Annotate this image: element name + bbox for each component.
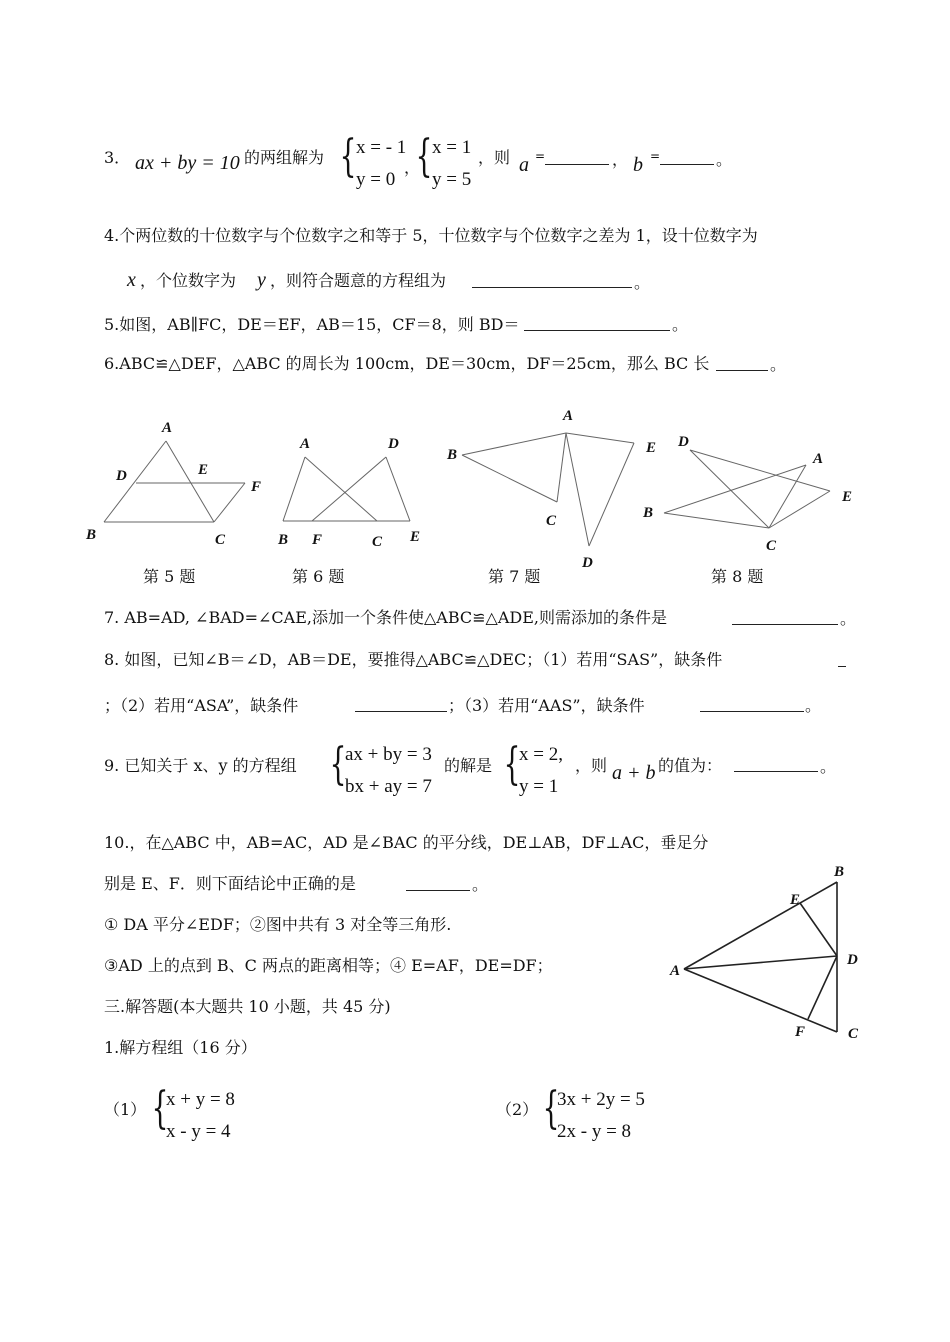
q3-then: ，则: [478, 148, 511, 167]
caption-q6: 第 6 题: [292, 567, 345, 586]
q3-sys2-a: x = 1: [432, 137, 472, 158]
f8-label-d: D: [678, 434, 689, 450]
q3-a: a: [519, 154, 529, 176]
q9-brace-2: {: [503, 739, 521, 790]
f8-label-b: B: [643, 505, 654, 521]
q3-a-eq: =: [535, 149, 546, 163]
q3-brace-2: {: [415, 131, 433, 182]
q8-line2a: ；（2）若用“ASA”，缺条件: [104, 696, 299, 715]
q9-end: 。: [820, 757, 837, 776]
f8-label-a: A: [813, 451, 824, 467]
f10-label-a: A: [670, 963, 681, 979]
f7-label-e: E: [646, 440, 657, 456]
q6-text: 6.ABC≌△DEF，△ABC 的周长为 100cm，DE＝30cm，DF＝25cm，那么 BC 长: [104, 354, 710, 373]
f5-label-b: B: [86, 527, 97, 543]
q3-comma: ，: [404, 158, 421, 177]
f10-label-d: D: [847, 952, 858, 968]
problem-1-title: 1.解方程组（16 分）: [104, 1038, 257, 1057]
q3-end: 。: [716, 150, 733, 169]
p1-brace-2: {: [542, 1083, 560, 1134]
q4-line1: 4.个两位数的十位数字与个位数字之和等于 5，十位数字与个位数字之差为 1，设十位数字为: [104, 226, 758, 245]
q4-y: y: [257, 269, 266, 291]
figure-10: [684, 882, 837, 1032]
q4-mid: ，个位数字为: [140, 271, 237, 290]
q4-x: x: [127, 269, 136, 291]
q8-blank-2[interactable]: [355, 697, 447, 712]
q3-sys2-b: y = 5: [432, 169, 472, 190]
f5-label-f: F: [251, 479, 262, 495]
q3-number: 3．: [104, 148, 131, 167]
q3-sep: ，: [612, 150, 629, 169]
q10-blank[interactable]: [406, 876, 470, 891]
figure-8: [664, 450, 830, 528]
q10-line1: 10.，在△ABC 中，AB=AC，AD 是∠BAC 的平分线，DE⊥AB，DF⊥AC，垂足分: [104, 833, 709, 852]
f7-label-b: B: [447, 447, 458, 463]
f6-label-a: A: [300, 436, 311, 452]
q3-equation: ax + by = 10: [135, 152, 240, 174]
f6-label-d: D: [388, 436, 399, 452]
p1-eq2-b: 2x - y = 8: [557, 1121, 632, 1142]
p1-eq1-b: x - y = 4: [166, 1121, 231, 1142]
q8-line2b: ；（3）若用“AAS”，缺条件: [448, 696, 645, 715]
q10-line2: 别是 E、F．则下面结论中正确的是: [104, 874, 356, 893]
q9-blank[interactable]: [734, 757, 818, 772]
q9-sys1-b: bx + ay = 7: [345, 776, 432, 797]
q3-b-eq: =: [650, 149, 661, 163]
f7-label-c: C: [546, 513, 557, 529]
f8-label-e: E: [842, 489, 853, 505]
p1-label-2: （2）: [496, 1100, 539, 1119]
f6-label-e: E: [410, 529, 421, 545]
f5-label-a: A: [162, 420, 173, 436]
f6-label-f: F: [312, 532, 323, 548]
q3-text: 的两组解为: [244, 148, 325, 167]
q9-text2: 的解是: [444, 756, 493, 775]
q10-choices-1: ① DA 平分∠EDF；②图中共有 3 对全等三角形.: [104, 915, 452, 934]
q5-text: 5.如图，AB∥FC，DE＝EF，AB＝15，CF＝8，则 BD＝: [104, 315, 520, 334]
q9-brace-1: {: [329, 739, 347, 790]
q3-sys1-b: y = 0: [356, 169, 396, 190]
q5-end: 。: [672, 315, 689, 334]
q9-text3: ，则: [575, 756, 608, 775]
f6-label-c: C: [372, 534, 383, 550]
f10-label-b: B: [834, 864, 845, 880]
q10-choices-2: ③AD 上的点到 B、C 两点的距离相等；④ E=AF，DE=DF；: [104, 956, 553, 975]
f5-label-c: C: [215, 532, 226, 548]
caption-q7: 第 7 题: [488, 567, 541, 586]
q8-line1: 8. 如图，已知∠B＝∠D，AB＝DE，要推得△ABC≌△DEC；（1）若用“SAS”，缺条件: [104, 650, 723, 669]
q7-text: 7. AB=AD, ∠BAD=∠CAE,添加一个条件使△ABC≌△ADE,则需添加的条件是: [104, 608, 667, 627]
f5-label-e: E: [198, 462, 209, 478]
f7-label-d: D: [582, 555, 593, 571]
q8-blank-1[interactable]: [838, 652, 846, 667]
q9-sys1-a: ax + by = 3: [345, 744, 432, 765]
f10-label-c: C: [848, 1026, 859, 1042]
f6-label-b: B: [278, 532, 289, 548]
q3-b: b: [633, 154, 643, 176]
q9-text4: 的值为：: [658, 756, 723, 775]
q4-end: 。: [634, 273, 651, 292]
q8-blank-3[interactable]: [700, 697, 804, 712]
f8-label-c: C: [766, 538, 777, 554]
f7-label-a: A: [563, 408, 574, 424]
q9-sys2-b: y = 1: [519, 776, 559, 797]
f5-label-d: D: [116, 468, 127, 484]
p1-brace-1: {: [151, 1083, 169, 1134]
caption-q8: 第 8 题: [711, 567, 764, 586]
p1-label-1: （1）: [104, 1100, 147, 1119]
q6-end: 。: [770, 355, 787, 374]
q3-sys1-a: x = - 1: [356, 137, 407, 158]
q9-ab: a + b: [612, 762, 656, 784]
f10-label-f: F: [795, 1024, 806, 1040]
p1-eq1-a: x + y = 8: [166, 1089, 235, 1110]
f10-label-e: E: [790, 892, 801, 908]
q4-tail: ，则符合题意的方程组为: [270, 271, 447, 290]
figure-6: [283, 457, 410, 521]
section-3-title: 三.解答题(本大题共 10 小题，共 45 分): [104, 997, 391, 1016]
q3-brace-1: {: [339, 131, 357, 182]
q10-end: 。: [472, 875, 489, 894]
caption-q5: 第 5 题: [143, 567, 196, 586]
q8-end: 。: [805, 696, 822, 715]
q9-text1: 9. 已知关于 x、y 的方程组: [104, 756, 297, 775]
q7-end: 。: [840, 609, 857, 628]
q9-sys2-a: x = 2,: [519, 744, 563, 765]
q7-blank[interactable]: [732, 610, 838, 625]
p1-eq2-a: 3x + 2y = 5: [557, 1089, 645, 1110]
